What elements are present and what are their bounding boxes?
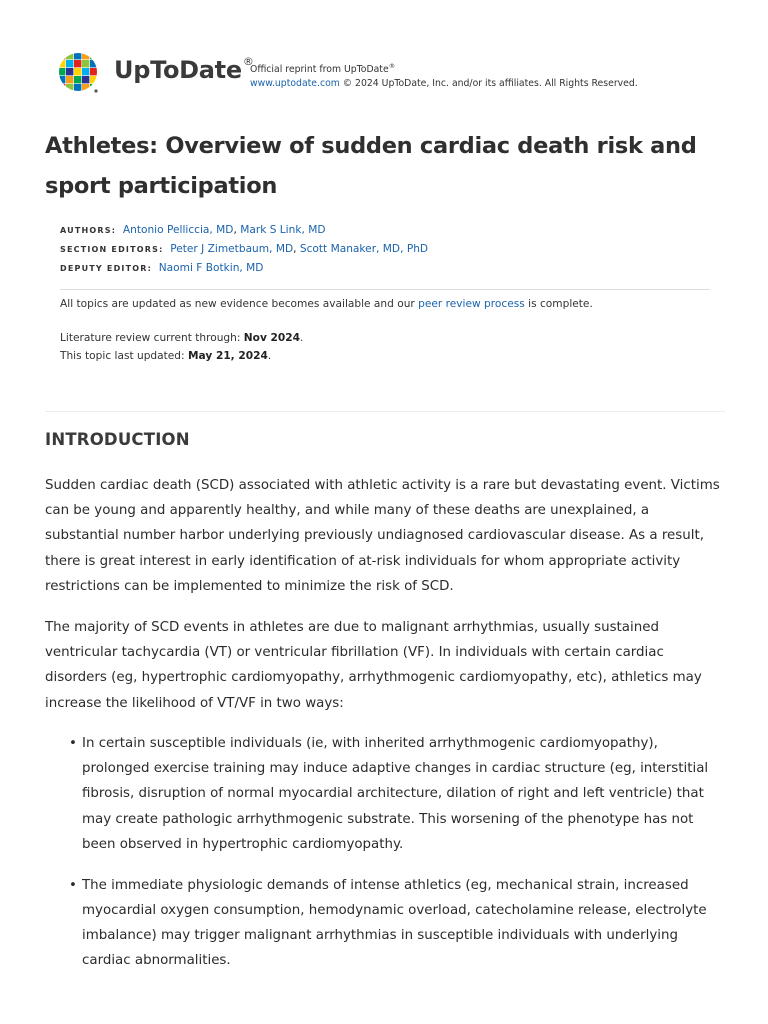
copyright-text: © 2024 UpToDate, Inc. and/or its affiliates. All Rights Reserved. bbox=[342, 78, 638, 90]
update-note: All topics are updated as new evidence becomes available and our peer review process is complete. bbox=[60, 298, 593, 310]
author-link[interactable]: Mark S Link, MD bbox=[240, 224, 326, 236]
bullet-icon: • bbox=[69, 736, 77, 751]
site-link[interactable]: www.uptodate.com bbox=[250, 78, 340, 90]
topic-dates bbox=[60, 330, 303, 365]
section-heading: INTRODUCTION bbox=[45, 430, 190, 449]
page-header bbox=[58, 52, 738, 96]
authors-row: AUTHORS: Antonio Pelliccia, MD, Mark S Link, MD bbox=[60, 224, 326, 236]
last-updated-date: This topic last updated: May 21, 2024. bbox=[60, 349, 272, 362]
paragraph: Sudden cardiac death (SCD) associated with athletic activity is a rare but devastating event. Victims can be young and apparently healthy, and while many of these deaths are unexplained, a substantial number harbor underlying previously undiagnosed cardiovascular disease. As a result, there is great interest in early identification of at-risk individuals for whom appropriate activity restrictions can be implemented to minimize the risk of SCD. bbox=[45, 478, 720, 594]
bullet-list bbox=[45, 731, 725, 989]
paragraph: The majority of SCD events in athletes are due to malignant arrhythmias, usually sustained ventricular tachycardia (VT) or ventricular fibrillation (VF). In individuals with certain cardiac disorders (eg, hypertrophic cardiomyopathy, arrhythmogenic cardiomyopathy, etc), athletics may increase the likelihood of VT/VF in two ways: bbox=[45, 620, 702, 711]
brand-name: UpToDate® bbox=[114, 55, 254, 84]
uptodate-logo-icon bbox=[58, 52, 100, 94]
deputy-editor-row bbox=[60, 259, 428, 278]
credits-block bbox=[60, 221, 428, 278]
literature-review-date: Literature review current through: Nov 2024. bbox=[60, 332, 304, 344]
section-divider bbox=[45, 411, 725, 412]
reprint-line: Official reprint from UpToDate bbox=[250, 64, 389, 76]
section-editor-link[interactable]: Scott Manaker, MD, PhD bbox=[299, 243, 429, 255]
deputy-editor-label: DEPUTY EDITOR: bbox=[60, 264, 152, 273]
section-editors-row: SECTION EDITORS: Peter J Zimetbaum, MD, Scott Manaker, MD, PhD bbox=[60, 243, 429, 255]
section-editor-link[interactable]: Peter J Zimetbaum, MD bbox=[170, 243, 294, 255]
deputy-editor-link[interactable]: Naomi F Botkin, MD bbox=[158, 262, 264, 274]
reprint-notice: Official reprint from UpToDate® www.uptodate.com © 2024 UpToDate, Inc. and/or its affiliates. All Rights Reserved. bbox=[250, 62, 638, 90]
list-item: • The immediate physiologic demands of intense athletics (eg, mechanical strain, increased myocardial oxygen consumption, hemodynamic overload, catecholamine release, electrolyte imbalance) may trigger malignant arrhythmias in susceptible individuals with underlying cardiac abnormalities. bbox=[45, 873, 725, 974]
section-editors-label: SECTION EDITORS: bbox=[60, 245, 164, 254]
bullet-icon: • bbox=[69, 877, 77, 893]
authors-label: AUTHORS: bbox=[60, 226, 117, 235]
page-title: Athletes: Overview of sudden cardiac death risk and sport participation bbox=[45, 133, 697, 199]
divider bbox=[60, 289, 710, 290]
peer-review-link[interactable]: peer review process bbox=[418, 298, 525, 310]
list-item: • In certain susceptible individuals (ie, with inherited arrhythmogenic cardiomyopathy), prolonged exercise training may induce adaptive changes in cardiac structure (eg, interstitial fibrosis, disruption of normal myocardial architecture, dilation of right and left ventricle) that may create pathologic arrhythmogenic substrate. This worsening of the phenotype has not been observed in hypertrophic cardiomyopathy. bbox=[45, 731, 725, 857]
author-link[interactable]: Antonio Pelliccia, MD bbox=[122, 224, 234, 236]
